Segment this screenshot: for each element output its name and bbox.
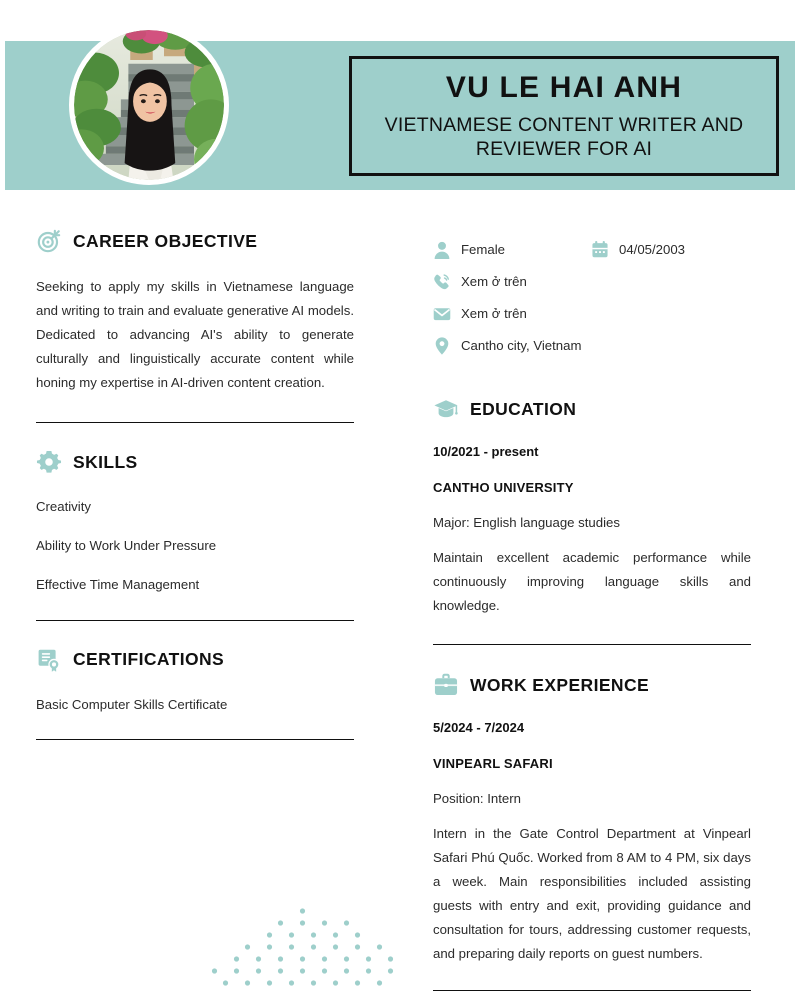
contact-spacer [591, 304, 749, 324]
profile-photo [74, 30, 224, 180]
section-title: CERTIFICATIONS [73, 649, 225, 670]
skills-list [36, 499, 354, 593]
divider [36, 422, 354, 423]
divider [36, 620, 354, 621]
section-title: EDUCATION [470, 398, 577, 419]
section-skills-heading [36, 449, 354, 475]
section-title: SKILLS [73, 451, 138, 472]
target-icon [36, 228, 62, 254]
phone-icon [433, 272, 451, 292]
section-work-experience-heading [433, 672, 751, 698]
profile-photo-graphic [74, 30, 224, 180]
work-position: Position: Intern [433, 791, 521, 807]
work-organization: VINPEARL SAFARI [433, 755, 553, 771]
divider [433, 990, 751, 991]
person-icon [433, 240, 451, 260]
location-icon [433, 336, 451, 356]
list-item: Creativity [36, 499, 91, 514]
section-title: CAREER OBJECTIVE [73, 230, 258, 251]
career-objective-text: Seeking to apply my skills in Vietnamese language and writing to train and evaluate generative AI models. Dedicated to advancing AI's ability to generate culturally and linguistically accurate content while honing my expertise in AI-driven content creation. [36, 279, 354, 390]
contact-email [433, 304, 591, 324]
right-column [433, 240, 751, 991]
section-career-objective-heading [36, 228, 354, 254]
education-date: 10/2021 - present [433, 444, 539, 459]
education-major: Major: English language studies [433, 515, 620, 531]
contact-spacer [591, 272, 749, 292]
list-item: Effective Time Management [36, 576, 200, 592]
contact-value: 04/05/2003 [619, 242, 686, 258]
contact-value: Xem ở trên [461, 306, 527, 322]
page-title: VU LE HAI ANH [445, 70, 683, 104]
graduation-cap-icon [433, 396, 459, 422]
contact-spacer [591, 336, 749, 356]
name-title-box [349, 56, 779, 176]
divider [36, 739, 354, 740]
briefcase-icon [433, 672, 459, 698]
list-item: Ability to Work Under Pressure [36, 537, 217, 553]
education-description: Maintain excellent academic performance while continuously improving language skills and knowledge. [433, 550, 751, 614]
decorative-dot-pattern [205, 905, 400, 997]
contact-info [433, 240, 751, 356]
divider [433, 644, 751, 645]
email-icon [433, 304, 451, 324]
section-certifications-heading [36, 647, 354, 673]
left-column [36, 228, 354, 740]
contact-birthdate [591, 240, 749, 260]
list-item: Basic Computer Skills Certificate [36, 696, 228, 712]
section-title: WORK EXPERIENCE [470, 674, 650, 695]
contact-value: Xem ở trên [461, 274, 527, 290]
dot-grid-graphic [205, 905, 400, 997]
certificate-icon [36, 647, 62, 673]
section-education-heading [433, 396, 751, 422]
certifications-list [36, 697, 354, 713]
work-description: Intern in the Gate Control Department at Vinpearl Safari Phú Quốc. Worked from 8 AM to 4 PM, six days a week. Main responsibilities included assisting guests with entry and exit, providing guidance and consultation for tours, addressing customer requests, and preparing daily reports on guest numbers. [433, 826, 751, 962]
gear-icon [36, 449, 62, 475]
work-date: 5/2024 - 7/2024 [433, 720, 525, 736]
avatar [69, 25, 229, 185]
contact-value: Cantho city, Vietnam [461, 338, 582, 354]
calendar-icon [591, 240, 609, 260]
contact-location [433, 336, 591, 356]
contact-gender [433, 240, 591, 260]
job-title: VIETNAMESE CONTENT WRITER AND REVIEWER FOR AI [384, 113, 744, 160]
contact-phone [433, 272, 591, 292]
education-organization: CANTHO UNIVERSITY [433, 479, 574, 495]
contact-value: Female [461, 242, 505, 258]
